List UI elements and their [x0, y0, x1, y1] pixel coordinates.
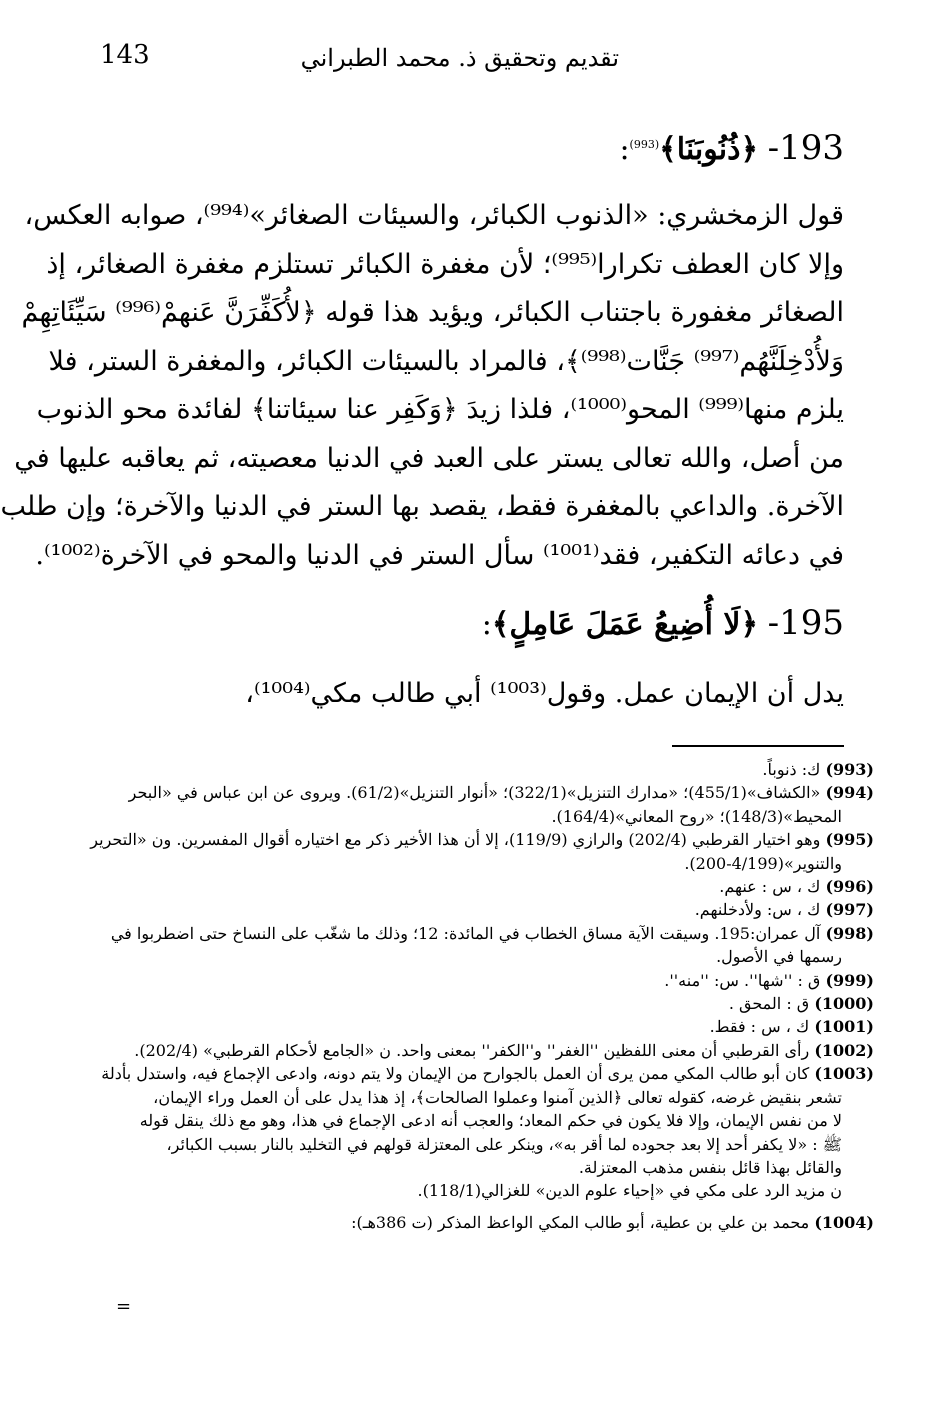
- footnote: (1003) كان أبو طالب المكي ممن يرى أن العمل بالجوارح من الإيمان ولا يتم دونه، وادعى الإجماع فيه، واستدل بأدلة: [101, 1064, 874, 1084]
- paragraph-line: في دعائه التكفير، فقد⁽¹⁰⁰¹⁾ سأل الستر في الدنيا والمحو في الآخرة⁽¹⁰⁰²⁾.: [35, 539, 844, 571]
- section-number: 193-: [767, 128, 844, 168]
- running-title: تقديم وتحقيق ذ. محمد الطبراني: [300, 44, 619, 72]
- section-heading-193: [619, 128, 844, 168]
- footnote-continuation: المحيط»(148/3)؛ «روح المعاني»(164/4).: [551, 806, 842, 826]
- footnote: (1000) ق : المحق .: [728, 994, 874, 1014]
- paragraph-2: [100, 670, 844, 719]
- footnote-ref: (993): [629, 138, 660, 151]
- footnote: (997) ك ، س: ولأدخلنهم.: [694, 900, 874, 920]
- footnote: (995) وهو اختيار القرطبي (202/4) والرازي (119/9)، إلا أن هذا الأخير ذكر مع اختياره أقوال المفسرين. ون «التحرير: [90, 830, 874, 850]
- paragraph-line: وإلا كان العطف تكرارا⁽⁹⁹⁵⁾؛ لأن مغفرة الكبائر تستلزم مغفرة الصغائر، إذ: [46, 248, 844, 280]
- section-heading-195: [482, 603, 844, 643]
- paragraph-line: من أصل، والله تعالى يستر على العبد في الدنيا معصيته، ثم يعاقبه عليها في: [14, 442, 844, 474]
- footnote-continuation: رسمها في الأصول.: [716, 947, 842, 967]
- footnotes: [90, 758, 874, 1234]
- footnote-continuation: والقائل بهذا قائل بنفس مذهب المعتزلة.: [578, 1157, 842, 1177]
- footnote: (998) آل عمران:195. وسيقت الآية مساق الخطاب في المائدة: 12؛ وذلك ما شغّب على النساخ حتى اضطربوا في: [110, 923, 874, 943]
- footnote-separator: [672, 745, 844, 747]
- paragraph-line: يلزم منها⁽⁹⁹⁹⁾ المحو⁽¹⁰⁰⁰⁾، فلذا زيدَ ﴿وَكَفِر عنا سيئاتنا﴾ لفائدة محو الذنوب: [36, 394, 844, 425]
- footnote: (994) «الكشاف»(455/1)؛ «مدارك التنزيل»(322/1)؛ «أنوار التنزيل»(61/2). ويروى عن ابن عباس في «البحر: [128, 783, 874, 803]
- paragraph-line: الآخرة. والداعي بالمغفرة فقط، يقصد بها الستر في الدنيا والآخرة؛ وإن طلب: [0, 491, 844, 522]
- footnote: (1004) محمد بن علي بن عطية، أبو طالب المكي الواعظ المذكر (ت 386هـ):: [351, 1212, 874, 1232]
- footnote-continuation: ن مزيد الرد على مكي في «إحياء علوم الدين» للغزالي(118/1).: [417, 1181, 842, 1201]
- heading-colon: :: [481, 607, 492, 642]
- paragraph-line: وَلأُدْخِلَنَّهُم⁽⁹⁹⁷⁾ جَنَّات⁽⁹⁹⁸⁾﴾، فالمراد بالسيئات الكبائر، والمغفرة الستر، فلا: [48, 345, 844, 377]
- quran-phrase: ﴿ذُنُوبَنَا﴾: [659, 132, 759, 167]
- footnote: (999) ق : ''شها''. س: ''منه''.: [664, 970, 874, 990]
- footnote-continuation: تشعر بنقيض غرضه، كقوله تعالى ﴿الذين آمنوا وعملوا الصالحات﴾، إذ هذا يدل على أن العمل وراء الإيمان،: [153, 1087, 842, 1107]
- footnote-continuation: ﷺ : «لا يكفر أحد إلا بعد جحوده لما أقر به»، وينكر على المعتزلة قولهم في التخليد بالنار بسبب الكبائر،: [166, 1134, 842, 1154]
- footnote: (993) ك: ذنوباً.: [762, 760, 874, 779]
- paragraph-line: يدل أن الإيمان عمل. وقول⁽¹⁰⁰³⁾ أبي طالب مكي⁽¹⁰⁰⁴⁾،: [245, 678, 844, 709]
- quran-phrase: ﴿لَا أُضِيعُ عَمَلَ عَامِلٍ﴾: [491, 607, 759, 642]
- footnote-continuation: لا من نفس الإيمان، وإلا فلا يكون في حكم المعاد؛ والعجب أنه ادعى الإجماع في هذا، وهو مع ذلك ينقل قوله: [139, 1111, 842, 1131]
- paragraph-line: الصغائر مغفورة باجتناب الكبائر، ويؤيد هذا قوله ﴿لأُكَفِّرَنَّ عَنهمْ⁽⁹⁹⁶⁾ سَيِّئَاتِهِمْ: [21, 297, 844, 328]
- page-number: 143: [100, 40, 150, 70]
- continuation-mark: =: [116, 1296, 132, 1317]
- paragraph-line: قول الزمخشري: «الذنوب الكبائر، والسيئات الصغائر»⁽⁹⁹⁴⁾، صوابه العكس،: [24, 200, 844, 231]
- footnote: (1001) ك ، س : فقط.: [709, 1017, 874, 1037]
- heading-colon: :: [619, 132, 630, 167]
- footnote: (996) ك ، س : عنهم.: [719, 877, 874, 897]
- section-number: 195-: [767, 603, 844, 643]
- footnote: (1002) رأى القرطبي أن معنى اللفظين ''الغفر'' و''الكفر'' بمعنى واحد. ن «الجامع لأحكام القرطبي» (202/4).: [134, 1040, 874, 1060]
- footnote-continuation: والتنوير»(4/199-200).: [684, 853, 842, 873]
- paragraph-1: [0, 192, 844, 580]
